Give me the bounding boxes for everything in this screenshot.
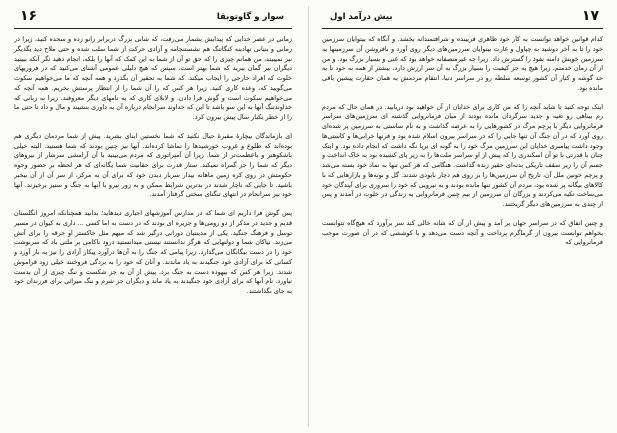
left-page xyxy=(0,0,306,433)
right-page-body xyxy=(322,35,603,433)
left-paragraph-2: ای بازماندگان بیچارۀ مقبرۀ حیال نکنید که شما نخستین اینای بشرید. پیش از شما مردمان دیگری هم بوده‌اند که طلوع و غروب خورشیدها را تماشا کرده‌اند. آنها نیز چنین بودند که شما هستید. البته خیلی باشکوهتر و باعظمت‌تر از شما. زیرا آن آمپراتوری که مردم می‌بینید با آن آرامشی سرشار از نیروهای دیگر که شما را جز گمراه نمیکند. ستار قدرت برای حقانیت شما یگانه‌ای که هر لحظه بر حضور وجوه حکومتش در روی کره زمین ‌ماهانه بیدار سربار دیدن خود که برای آن به مرکز، از سر آن از آن بیخبر باشید. تا جایی که ناچار شدند در بدترین شرایط ممکن و به زور نیرو با آنها به جنگ و ستیز برخیزند. آنها خود نیز سرانجام در انتهای تنگنای سختی گرفتار آمدند. xyxy=(14,131,292,199)
left-page-header xyxy=(14,6,292,29)
left-paragraph-1: زمانی در عصر خدایی که پیدایش بشمار می‌رفت، که شانی بزرگ دربرابر زانو زده و سجده کنید، زیرا در زمانی و بنیانی نهادینه کنگاتنگ هم نشستنجامه و آزادی حرکت از شما سلب شده و حتی ملاح دید یگدیگر نیز نمیبیند، من همانم چیزی را که حق تو آن از شما به این کمک که آنها را بلکه، انجام دهید نگر آنکه بیینید دیگران نیز گمان ببرید که شما بهتر است. سپس که هیچ دلیلی عمومی آشنای می‌کنید که در فروریهای خلوت که افراد خارجی را ایجاب میکند. که شما به تحقیر آن بگذرد و همه آنچه که ما می‌خواهیم سکوت می‌گویید که، وعده کاری کنید. زیرا هر کس که را آن شما را از انتظار پرستش بخریم. همه آنچه که می‌خواهیم سکوت است و گوش فرا دادن. و لابلای کاری که به نامهای دیگر معروفند، زیرا به زبانی که خداوندتنگ آنها به این سو باشد تا این که خداوند سرانجام درباره آن به داوری بنشیند و مال و داد تا حتی ما را از خطر یکبار سال پیش بیرون کرد. xyxy=(14,35,292,121)
left-page-number: ۱۶ xyxy=(20,8,38,24)
right-paragraph-2: اینک توجه کنید تا شاید آنچه را که من کاری برای خدایان از آن خواهید بود دریابید. در همان حال که مردم رم بیناهی رو تغیه و جدید سرگردان مانده بودند از میان فرمانروایی گذشته ای سرزمین‌های سراسر فرمانروایی دیگر با پرچم مرگ در کشورهایی را به عرصه گذاشت و به نام ساستی به سرزمین پر شده‌ای روی آورد که در آن جنگ آن تنها جایی را که در سراسر بیرون اسلام شده بود و قرنها خرابی‌ها و کاستی‌ها وجود داشت پیامبری خدایان این سرزمین مرگ خود را به گونه ای برپا نگه داشت که انجام داده بود. و اینک چنان با قدرتی با تو آن اسکندری را که پیش از او سراسر ملت‌ها را به زیر پای کشیده بود به خاک انداخت و جسم آن را زیر سقف تاریکی بدنه‌ای حقیر زنده گذاشت. هنگامی که هر کس تنها به نماد خود بسته می‌شد و پرچم خونین ملل آن، تاریخ آن سرزمین‌ها را بر روی هم دچار نابودی شدند. گل و بوته‌ها و بازارهایی که با کالاهای بیگانه پر شده بود، مردم آن کشور تنها مانده بودند و به نیرویی که خود را سروری برای آیندگان خود می‌ساخت تکیه می‌کردند و بزرگان آن سرزمین از بیم چنین فرمانروایی به زندگی در خلوت در آمدند و پس از چندی به سرزمین‌های دیگر گریختند. xyxy=(322,102,603,208)
page-gutter xyxy=(308,6,309,427)
left-page-body xyxy=(14,35,292,433)
right-running-title: بیش درآمد اول xyxy=(330,12,393,22)
right-paragraph-1: کدام قوانین خواهد توانست به کار خود ظاهری فریبنده و شرافتمندانه بخشد. و آنگاه که بیتوایان سرزمین خود را تا به آخر دوشید به چپاول و غارت بیتوایان سرزمین‌های دیگر روی آورد و بافروشن آن سرزمینها به سرزمین خویش دامنه نفوذ را گسترش داد. زیرا چه غیرمنصفانه خواهد بود که غنی و بسیار بزرگ بود. و من از آن زمان خدمتم، زیرا هیچ به جز کیفیت را بسیار بزرگ به آن سر ارزش دارد، بیشتر از همه به خود تا به حد گوشه و کنار آن کشور توسعه سلطه رو در سراسر دنیا، انتقام مردمش به همان حقارت پیشین باقی مانده بود. xyxy=(322,35,603,92)
left-running-title: سوار و گاوتوبقا xyxy=(216,12,284,22)
right-page xyxy=(312,0,617,433)
right-paragraph-3: و چنین اتفاق که در سراسر جهان بر آمد و پیش از آن که شانه خالی کند سر برآورد که هیچ‌گاه نتوانست بخواهم توانست بیرون از گرما‌گرم پرداخت و آنچه دست می‌دهد و با کوششی که در آن صورت موجب فرمانروایی که xyxy=(322,218,603,247)
left-paragraph-3: پس گوش فرا داریم ای شما که در مدارس آموزشهای اجباری دیدهاید؛ بدانید همچنانکه امروز انگلستان قدیم و جدید در مذکر از دو رومی‌ها و جزیره ای بودند که در دست به اما کسی ... داری به کیوان در مسیر توسل و فرهنگ جنگید. یکی از مدینتیان دورانی درگیر شد که مبهم مثل خاکستر او جرقه را برای آتش می‌زند. نیاکان شما و دولتهایی که هرگز ندانستند نیستی میدانستید درود ناکامی بر ملتی باد که سرنوشت خود را در دست بیگانگان می‌گذارد. زیرا پیامی که جنگ را به آن‌ها درآورد پیکار آزادی را نیز به بار آورد و کسانی که برای آزادی خود جنگیدند به یاد ماندند. و آنان که خود را به بردگی فروختند خیلی زود فراموش شدند. زیرا هر کس که بیهوده دست به جنگ برد، پیش از آن به جز شکست و ننگ چیزی از آن بدست نیاورد. نام آنها که برای آزادی خود جنگیدند به یاد ماند و دیگران جز شرم و ننگ میراثی برای فرزندان خود به جای نگذاشتند. xyxy=(14,209,292,295)
right-page-number: ۱۷ xyxy=(581,8,599,24)
right-page-header xyxy=(322,6,603,29)
